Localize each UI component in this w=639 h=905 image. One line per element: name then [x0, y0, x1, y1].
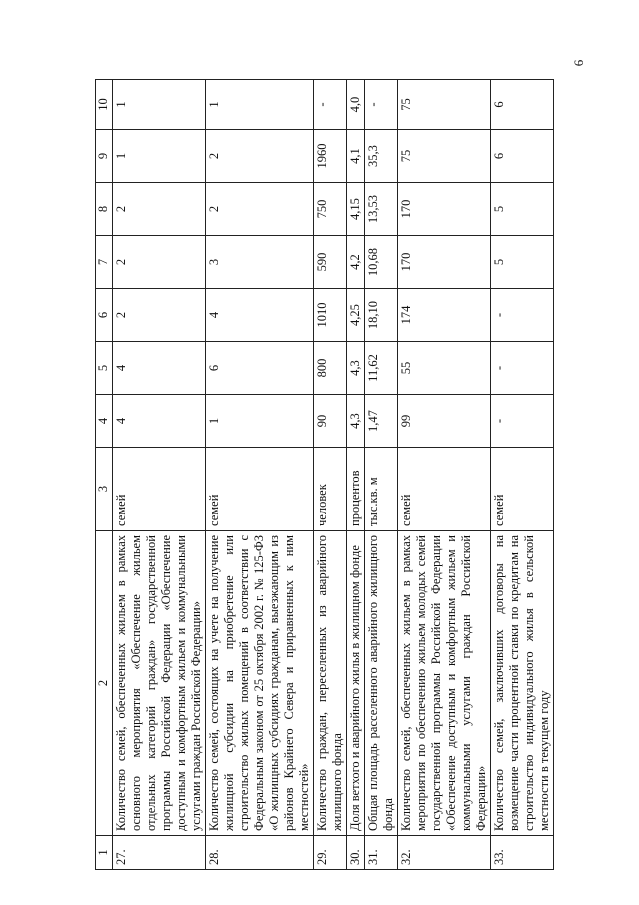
value-cell: 4,2 [347, 236, 365, 289]
value-cell: 6 [491, 80, 554, 130]
column-number: 6 [96, 289, 113, 342]
indicator-description: Количество семей, обеспеченных жильем в рамках мероприятия по обеспечению жильем молодых семей государственной программы Российской Федерации «Обеспечение доступным и комфортным жильем и коммунальными услугами граждан Российской Федерации» [398, 531, 491, 836]
value-cell: 4 [113, 342, 206, 395]
row-number: 31. [365, 836, 398, 870]
value-cell: 4,1 [347, 130, 365, 183]
value-cell: 4,3 [347, 395, 365, 448]
value-cell: 5 [491, 236, 554, 289]
value-cell: 6 [206, 342, 314, 395]
table-row [113, 80, 206, 870]
row-number: 30. [347, 836, 365, 870]
value-cell: 2 [206, 130, 314, 183]
value-cell: 75 [398, 80, 491, 130]
indicator-description: Доля ветхого и аварийного жилья в жилищном фонде [347, 531, 365, 836]
table-row [314, 80, 347, 870]
value-cell: - [314, 80, 347, 130]
value-cell: 75 [398, 130, 491, 183]
row-number: 27. [113, 836, 206, 870]
value-cell: 1960 [314, 130, 347, 183]
value-cell: 1 [206, 80, 314, 130]
value-cell: 800 [314, 342, 347, 395]
page-number: 6 [571, 59, 586, 67]
value-cell: - [491, 342, 554, 395]
column-number: 3 [96, 448, 113, 531]
indicator-description: Количество семей, заключивших договоры на возмещение части процентной ставки по кредитам на строительство индивидуального жилья в сельской местности в текущем году [491, 531, 554, 836]
value-cell: 4 [206, 289, 314, 342]
value-cell: - [491, 395, 554, 448]
row-number: 28. [206, 836, 314, 870]
value-cell: 2 [113, 289, 206, 342]
value-cell: 1 [113, 130, 206, 183]
value-cell: 55 [398, 342, 491, 395]
value-cell: - [491, 289, 554, 342]
column-number: 8 [96, 183, 113, 236]
indicator-description: Количество семей, состоящих на учете на получение жилищной субсидии на приобретение или строительство жилых помещений в соответствии с Федеральным законом от 25 октября 2002 г. № 125-ФЗ «О жилищных субсидиях гражданам, выезжающим из районов Крайнего Севера и приравненных к ним местностей» [206, 531, 314, 836]
value-cell: 170 [398, 236, 491, 289]
table-row [365, 80, 398, 870]
rotated-table-container [95, 80, 565, 870]
column-number: 7 [96, 236, 113, 289]
value-cell: - [365, 80, 398, 130]
value-cell: 5 [491, 183, 554, 236]
unit: тыс.кв. м [365, 448, 398, 531]
row-number: 32. [398, 836, 491, 870]
value-cell: 11,62 [365, 342, 398, 395]
unit: семей [113, 448, 206, 531]
row-number: 33. [491, 836, 554, 870]
table-row [398, 80, 491, 870]
value-cell: 590 [314, 236, 347, 289]
value-cell: 750 [314, 183, 347, 236]
value-cell: 10,68 [365, 236, 398, 289]
table-row [491, 80, 554, 870]
value-cell: 170 [398, 183, 491, 236]
unit: человек [314, 448, 347, 531]
column-number-row [96, 80, 113, 870]
value-cell: 3 [206, 236, 314, 289]
indicators-table [95, 79, 554, 870]
unit: семей [491, 448, 554, 531]
value-cell: 4,3 [347, 342, 365, 395]
indicator-description: Количество семей, обеспеченных жильем в рамках основного мероприятия «Обеспечение жильем отдельных категорий граждан» государственной программы Российской Федерации «Обеспечение доступным и комфортным жильем и коммунальными услугами граждан Российской Федерации» [113, 531, 206, 836]
value-cell: 6 [491, 130, 554, 183]
table-row [206, 80, 314, 870]
value-cell: 2 [113, 183, 206, 236]
value-cell: 1 [113, 80, 206, 130]
value-cell: 13,53 [365, 183, 398, 236]
value-cell: 4,0 [347, 80, 365, 130]
value-cell: 2 [206, 183, 314, 236]
value-cell: 18,10 [365, 289, 398, 342]
value-cell: 2 [113, 236, 206, 289]
value-cell: 1 [206, 395, 314, 448]
row-number: 29. [314, 836, 347, 870]
value-cell: 174 [398, 289, 491, 342]
column-number: 4 [96, 395, 113, 448]
value-cell: 4,25 [347, 289, 365, 342]
value-cell: 4,15 [347, 183, 365, 236]
indicator-description: Количество граждан, переселенных из аварийного жилищного фонда [314, 531, 347, 836]
column-number: 5 [96, 342, 113, 395]
unit: семей [206, 448, 314, 531]
column-number: 9 [96, 130, 113, 183]
value-cell: 35,3 [365, 130, 398, 183]
value-cell: 1010 [314, 289, 347, 342]
value-cell: 90 [314, 395, 347, 448]
indicator-description: Общая площадь расселенного аварийного жилищного фонда [365, 531, 398, 836]
value-cell: 1,47 [365, 395, 398, 448]
column-number: 1 [96, 836, 113, 870]
value-cell: 99 [398, 395, 491, 448]
column-number: 2 [96, 531, 113, 836]
unit: процентов [347, 448, 365, 531]
column-number: 10 [96, 80, 113, 130]
table-row [347, 80, 365, 870]
unit: семей [398, 448, 491, 531]
value-cell: 4 [113, 395, 206, 448]
